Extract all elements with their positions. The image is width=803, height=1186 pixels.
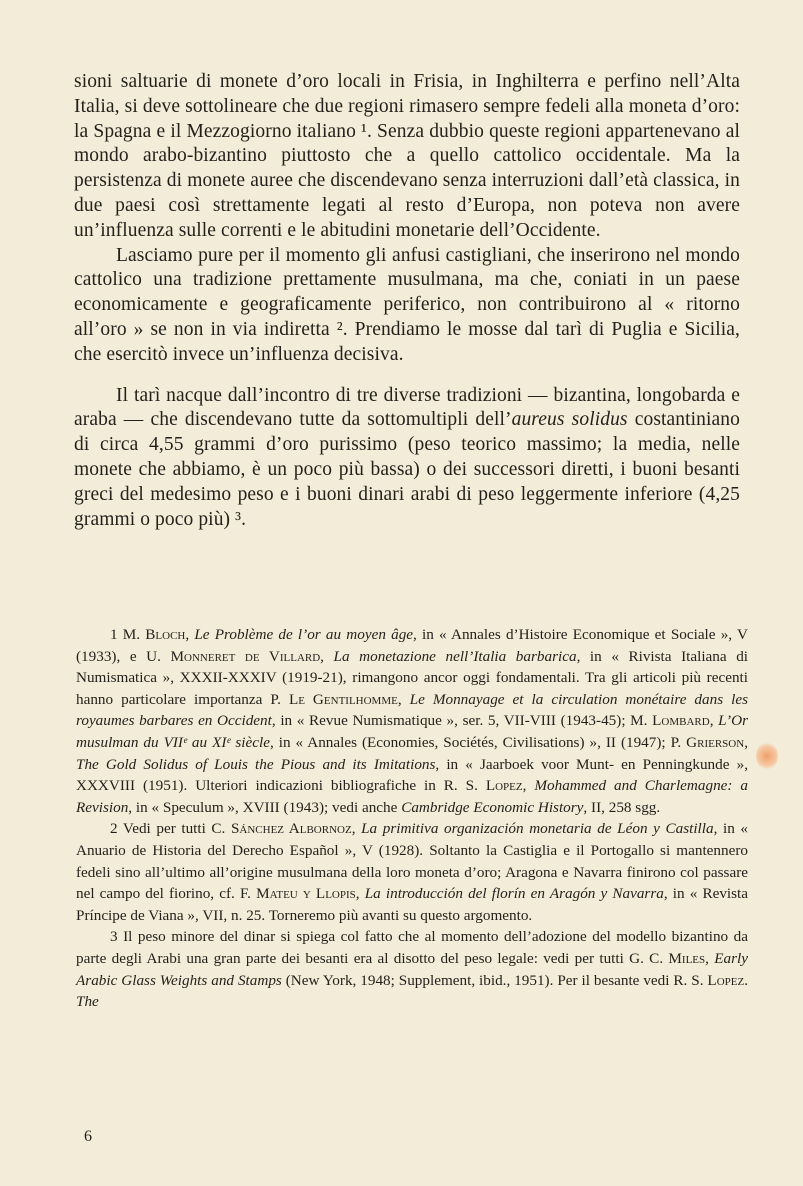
footnote-3 [76,926,748,1012]
footnote-text: , in « Revue Numismatique », ser. 5, VII-VIII (1943-45); M. [271,712,653,730]
footnote-text: , II, 258 sgg. [583,798,661,816]
paper-stain [756,742,778,770]
footnote-italic: Le Monnayage et la circulation monétaire dans les royaumes barbares en Occident [76,690,748,730]
footnote-author: Monneret de Villard [170,647,321,665]
main-text [74,70,740,532]
footnote-author: Sánchez Albornoz [230,820,352,838]
footnote-author: Mateu y Llopis [256,885,356,903]
footnote-text: , in « Jaarboek voor Munt- en Penningkunde », XXXVIII (1951). Ulteriori indicazioni bibliografiche in R. S. [76,755,748,795]
footnote-text: , [705,949,715,967]
footnote-author: Lopez [707,971,745,989]
footnote-text: , in « Speculum », XVIII (1943); vedi anche [128,798,402,816]
footnote-text: , in « Annales (Economies, Sociétés, Civilisations) », II (1947); P. [269,733,687,751]
page-number: 6 [84,1128,92,1145]
paragraph-3-end: costantiniano di circa 4,55 grammi d’oro purissimo (peso teorico massimo; la media, nelle monete che abbiamo, è un poco più bassa) o dei successori diretti, i buoni besanti greci del medesimo peso e i buoni dinari arabi di peso leggermente inferiore (4,25 grammi o poco più) ³. [74,409,740,530]
paragraph-2: Lasciamo pure per il momento gli anfusi castigliani, che inserirono nel mondo cattolico una tradizione prettamente musulmana, ma che, coniati in un paese economicamente e geograficamente periferico, non contribuirono al « ritorno all’oro » se non in via indiretta ². Prendiamo le mosse dal tarì di Puglia e Sicilia, che esercitò invece un’influenza decisiva. [74,244,740,365]
footnote-italic: Cambridge Economic History [401,798,584,816]
footnote-author: Lombard [652,712,710,730]
footnote-italic: La primitiva organización monetaria de Léon y Castilla [361,820,714,838]
footnote-text: , in « Anuario de Historia del Derecho Español », V (1928). Soltanto la Castiglia e il Portogallo si mantennero fedeli sino all’ultimo all’origine musulmana della loro moneta d’oro; Aragona e Navarra finirono col passare nel campo del fiorino, cf. F. [76,820,748,903]
footnote-text: 3 Il peso minore del dinar si spiega col fatto che al momento dell’adozione del modello bizantino da parte degli Arabi una gran parte dei besanti era al disotto del peso legale: vedi per tutti G. C. [76,928,748,967]
footnote-italic: La introducción del florín en Aragón y Navarra [364,885,664,903]
paragraph-3 [74,384,740,533]
footnote-italic: Mohammed and Charlemagne: a Revision [76,777,749,816]
paragraph-1: sioni saltuarie di monete d’oro locali in Frisia, in Inghilterra e perfino nell’Alta Italia, si deve sottolineare che due regioni rimasero sempre fedeli alla moneta d’oro: la Spagna e il Mezzogiorno italiano ¹. Senza dubbio queste regioni appartenevano al mondo arabo-bizantino piuttosto che a quello cattolico occidentale. Ma la persistenza di monete auree che discendevano senza interruzioni dall’età classica, in due paesi così strettamente legati al resto d’Europa, non poteva non avere un’influenza sulle correnti e le abitudini monetarie dell’Occidente. [74,71,740,241]
footnote-text: , [397,690,410,708]
footnote-italic: Le Problème de l’or au moyen âge [194,626,414,643]
footnote-author: Bloch [145,626,186,643]
paragraph-3-italic: aureus solidus [511,409,628,431]
footnote-text: (New York, 1948; Supplement, ibid., 1951). Per il besante vedi R. S. [281,971,708,989]
footnote-text: , [185,626,195,643]
footnotes [76,624,748,1013]
footnote-text: 1 M. [110,626,146,643]
footnote-author: Miles [668,949,706,967]
footnote-italic: Early Arabic Glass Weights and Stamps [76,949,749,989]
footnote-author: Lopez [485,777,523,795]
footnote-text: , [355,885,365,903]
footnote-text: 2 Vedi per tutti C. [110,820,231,838]
footnote-text: . [744,971,748,989]
footnote-italic: The Gold Solidus of Louis the Pious and its Imitations [76,755,436,773]
footnote-2 [76,818,748,926]
footnote-text: , [744,733,748,751]
paragraph-3-start: Il tarì nacque dall’incontro di tre diverse tradizioni — bizantina, longobarda e araba — che discendevano tutte da sottomultipli dell’ [74,384,740,431]
footnote-text: , [709,712,719,730]
footnote-italic: L’Or musulman du VIIᵉ au XIᵉ siècle [76,712,748,751]
footnote-author: Grierson [686,733,745,751]
footnote-author: Le Gentilhomme [288,690,398,708]
footnote-italic: La monetazione nell’Italia barbarica [333,647,577,665]
footnote-text: , [522,777,535,795]
footnote-1 [76,624,748,818]
footnote-italic: The [76,993,99,1011]
footnote-text: , in « Revista Príncipe de Viana », VII, n. 25. Torneremo più avanti su questo argomento. [76,885,749,924]
footnote-text: , [320,647,334,665]
footnote-text: , in « Annales d’Histoire Economique et Sociale », V (1933), e U. [76,626,748,665]
footnote-text: , in « Rivista Italiana di Numismatica », XXXII-XXXIV (1919-21), rimangono ancor oggi fondamentali. Tra gli articoli più recenti hanno particolare importanza P. [76,647,749,708]
footnote-text: , [351,820,362,838]
